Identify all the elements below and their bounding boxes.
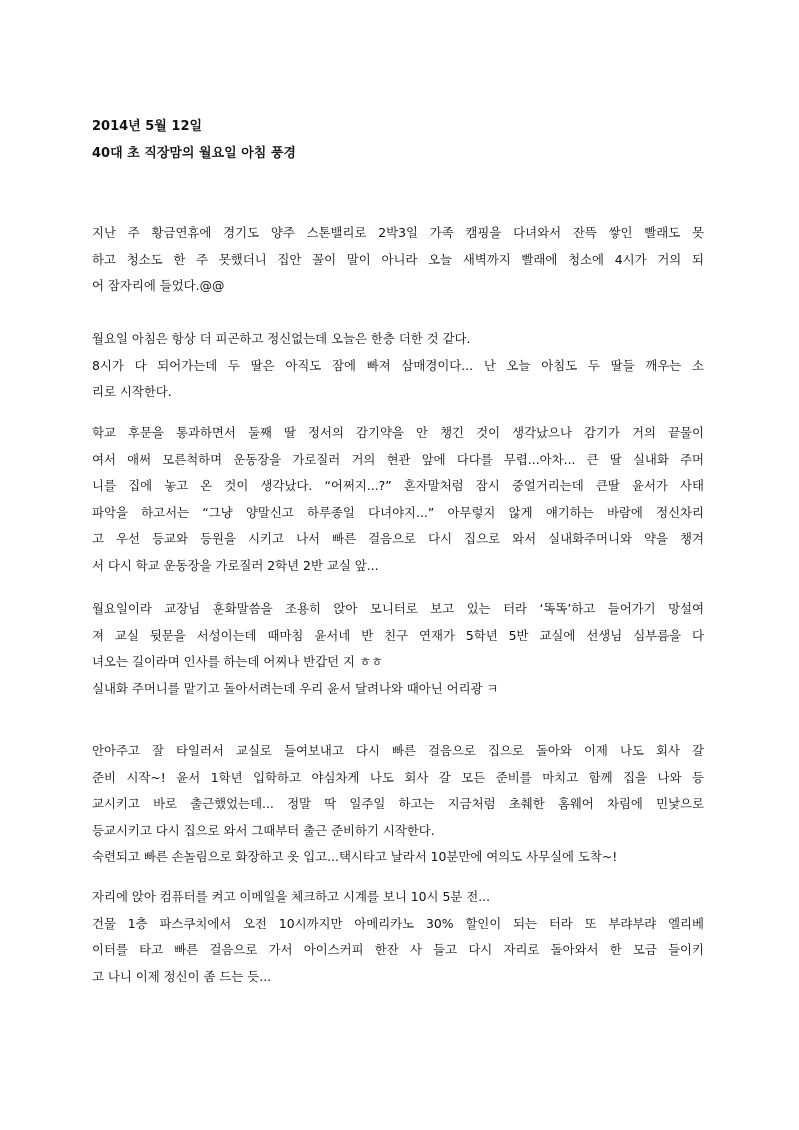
paragraph-line: 고 우선 등교와 등원을 시키고 나서 빠른 걸음으로 다시 집으로 와서 실내화주머니와 약을 챙겨 <box>92 531 704 547</box>
paragraph-line: 안아주고 잘 타일러서 교실로 들여보내고 다시 빠른 걸음으로 집으로 돌아와 이제 나도 회사 갈 <box>92 743 704 758</box>
paragraph-5 <box>92 738 704 871</box>
paragraph-line: 학교 후문을 통과하면서 둘째 딸 정서의 감기약을 안 챙긴 것이 생각났으나 감기가 거의 끝물이 <box>92 425 704 440</box>
paragraph-2 <box>92 326 704 406</box>
paragraph-line: 지난 주 황금연휴에 경기도 양주 스톤밸리로 2박3일 가족 캠핑을 다녀와서 잔뜩 쌓인 빨래도 못 <box>92 225 704 240</box>
paragraph-line: 서 다시 학교 운동장을 가로질러 2학년 2반 교실 앞... <box>92 557 379 573</box>
paragraph-line: 져 교실 뒷문을 서성이는데 때마침 윤서네 반 친구 연재가 5학년 5반 교실에 선생님 심부름을 다 <box>92 627 704 643</box>
paragraph-1 <box>92 220 704 300</box>
paragraph-line: 교시키고 바로 출근했었는데... 정말 딱 일주일 하고는 지금처럼 초췌한 홈웨어 차림에 민낯으로 <box>92 796 704 812</box>
paragraph-line: 건물 1층 파스쿠치에서 오전 10시까지만 아메리카노 30% 할인이 되는 터라 또 부랴부랴 엘리베 <box>92 915 704 931</box>
paragraph-line: 준비 시작~! 윤서 1학년 입학하고 야심차게 나도 회사 갈 모든 준비를 마치고 함께 집을 나와 등 <box>92 769 704 785</box>
paragraph-line: 녀오는 길이라며 인사를 하는데 어찌나 반갑던 지 ㅎㅎ <box>92 654 383 670</box>
paragraph-6 <box>92 884 704 990</box>
paragraph-line: 고 나니 이제 정신이 좀 드는 듯... <box>92 968 272 984</box>
paragraph-line: 실내화 주머니를 맡기고 돌아서려는데 우리 윤서 달려나와 때아닌 어리광 ㅋ <box>92 680 499 696</box>
paragraph-line: 자리에 앉아 컴퓨터를 켜고 이메일을 체크하고 시계를 보니 10시 5분 전... <box>92 889 491 904</box>
paragraph-line: 이터를 타고 빠른 걸음으로 가서 아이스커피 한잔 사 들고 다시 자리로 돌아와서 한 모금 들이키 <box>92 942 704 958</box>
paragraph-4 <box>92 596 704 702</box>
paragraph-line: 리로 시작한다. <box>92 384 172 400</box>
paragraph-line: 등교시키고 다시 집으로 와서 그때부터 출근 준비하기 시작한다. <box>92 822 435 838</box>
paragraph-line: 월요일이라 교장님 훈화말씀을 조용히 앉아 모니터로 보고 있는 터라 ‘똑똑’하고 들어가기 망설여 <box>92 601 704 616</box>
document-date: 2014년 5월 12일 <box>92 119 203 134</box>
paragraph-line: 8시가 다 되어가는데 두 딸은 아직도 잠에 빠져 삼매경이다... 난 오늘 아침도 두 딸들 깨우는 소 <box>92 357 704 373</box>
paragraph-line: 어 잠자리에 들었다.@@ <box>92 278 225 294</box>
paragraph-line: 니를 집에 놓고 온 것이 생각났다. “어쩌지...?” 혼자말처럼 잠시 중얼거리는데 큰딸 윤서가 사태 <box>92 478 704 494</box>
paragraph-line: 여서 애써 모른척하며 운동장을 가로질러 거의 현관 앞에 다다를 무렵...아차... 큰 딸 실내화 주머 <box>92 451 704 467</box>
paragraph-line: 파악을 하고서는 “그냥 양말신고 하루종일 다녀야지...” 아무렇지 않게 얘기하는 바람에 정신차리 <box>92 504 704 520</box>
paragraph-3 <box>92 420 704 580</box>
paragraph-line: 하고 청소도 한 주 못했더니 집안 꼴이 말이 아니라 오늘 새벽까지 빨래에 청소에 4시가 거의 되 <box>92 251 704 267</box>
paragraph-line: 숙련되고 빠른 손놀림으로 화장하고 옷 입고...택시타고 날라서 10분만에 여의도 사무실에 도착~! <box>92 849 618 865</box>
document-title: 40대 초 직장맘의 월요일 아침 풍경 <box>92 146 296 161</box>
paragraph-line: 월요일 아침은 항상 더 피곤하고 정신없는데 오늘은 한층 더한 것 같다. <box>92 331 471 346</box>
